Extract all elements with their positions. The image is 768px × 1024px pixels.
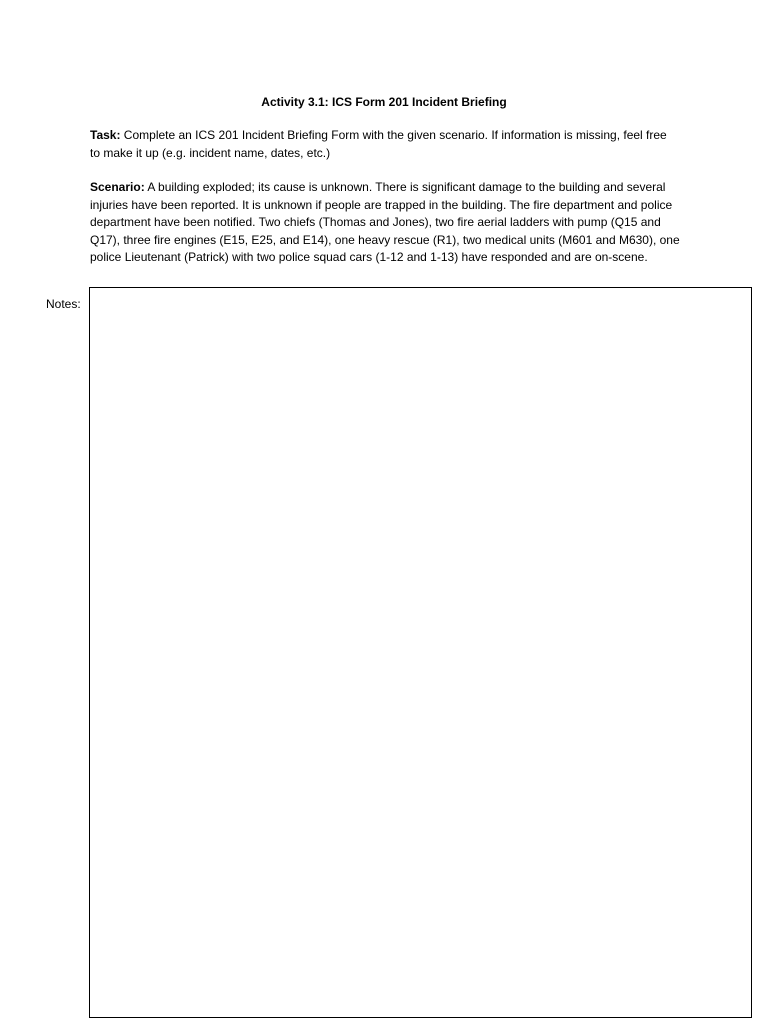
document-title: Activity 3.1: ICS Form 201 Incident Briefing <box>261 95 507 109</box>
notes-label: Notes: <box>46 297 81 311</box>
task-text: Complete an ICS 201 Incident Briefing Form with the given scenario. If information is missing, feel free to make it up (e.g. incident name, dates, etc.) <box>90 128 667 160</box>
scenario-text: A building exploded; its cause is unknown. There is significant damage to the building and several injuries have been reported. It is unknown if people are trapped in the building. The fire department and police department have been notified. Two chiefs (Thomas and Jones), two fire aerial ladders with pump (Q15 and Q17), three fire engines (E15, E25, and E14), one heavy rescue (R1), two medical units (M601 and M630), one police Lieutenant (Patrick) with two police squad cars (1-12 and 1-13) have responded and are on-scene. <box>90 180 680 265</box>
notes-box[interactable] <box>89 287 752 1018</box>
scenario-label: Scenario: <box>90 180 145 194</box>
task-paragraph <box>90 127 680 162</box>
scenario-paragraph <box>90 179 680 267</box>
task-label: Task: <box>90 128 121 142</box>
